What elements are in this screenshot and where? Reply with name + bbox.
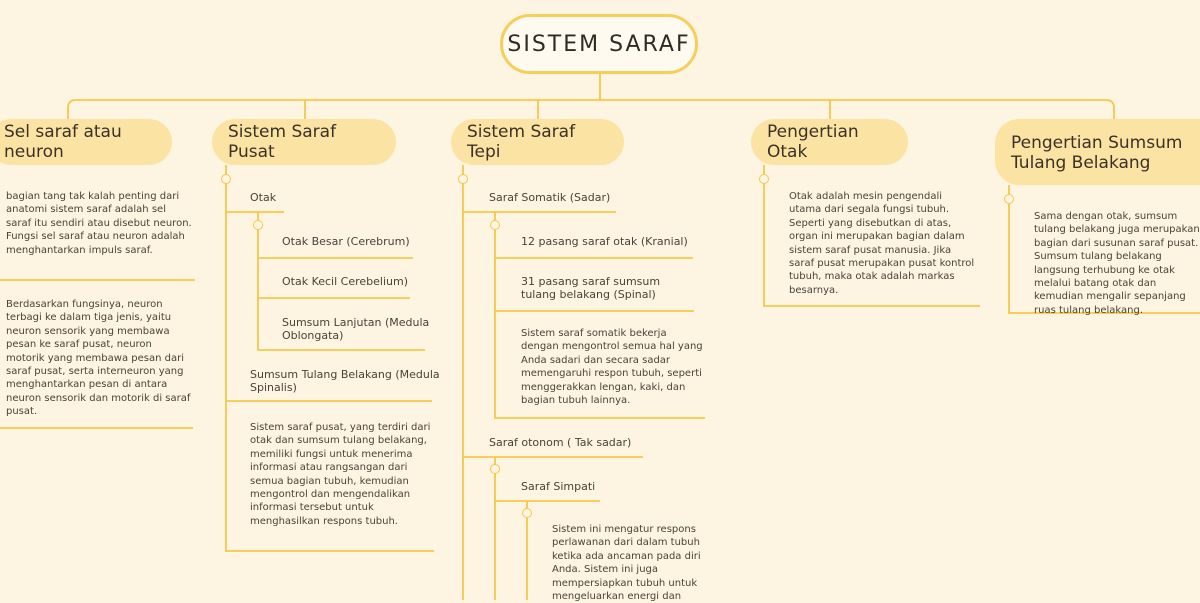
- branch-sistem-saraf-pusat[interactable]: [212, 119, 396, 165]
- root-title: SISTEM SARAF: [507, 31, 691, 57]
- branch-label: Sistem Saraf Tepi: [467, 122, 576, 162]
- node-saraf-simpati[interactable]: Saraf Simpati: [521, 480, 596, 493]
- branch-label: Pengertian Sumsum Tulang Belakang: [1011, 133, 1183, 173]
- root-node[interactable]: [500, 14, 698, 74]
- branch-pengertian-sumsum[interactable]: [995, 119, 1200, 185]
- node-otak[interactable]: Otak: [250, 191, 277, 204]
- branch-sistem-saraf-tepi[interactable]: [451, 119, 624, 165]
- expand-dot[interactable]: [490, 220, 500, 230]
- branch-label: Sel saraf atau neuron: [4, 122, 122, 162]
- expand-dot[interactable]: [522, 508, 532, 518]
- expand-dot[interactable]: [759, 174, 769, 184]
- expand-dot[interactable]: [253, 220, 263, 230]
- branch-label: Pengertian Otak: [767, 122, 859, 162]
- sel-saraf-note-2: Berdasarkan fungsinya, neuron terbagi ke dalam tiga jenis, yaitu neuron sensorik yang membawa pesan ke saraf pusat, neuron motorik yang membawa pesan dari saraf pusat, serta interneuron yang menghantarkan pesan di antara neuron sensorik dan motorik di saraf pusat.: [6, 299, 191, 418]
- expand-dot[interactable]: [221, 174, 231, 184]
- pusat-description: Sistem saraf pusat, yang terdiri dari otak dan sumsum tulang belakang, memiliki fungsi untuk menerima informasi atau rangsangan dari semua bagian tubuh, kemudian mengontrol dan mengendalikan informasi tersebut untuk menghasilkan respons tubuh.: [250, 422, 431, 527]
- simpati-description: Sistem ini mengatur respons perlawanan dari dalam tubuh ketika ada ancaman pada diri Anda. Sistem ini juga mempersiapkan tubuh untuk mengeluarkan energi dan: [552, 524, 701, 603]
- otak-description: Otak adalah mesin pengendali utama dari segala fungsi tubuh. Seperti yang disebutkan di atas, organ ini merupakan bagian dalam sistem saraf pusat manusia. Jika saraf pusat merupakan pusat kontrol tubuh, maka otak adalah markas besarnya.: [789, 191, 975, 296]
- node-saraf-otonom[interactable]: Saraf otonom ( Tak sadar): [489, 436, 632, 449]
- sel-saraf-note-1: bagian tang tak kalah penting dari anatomi sistem saraf adalah sel saraf itu sendiri atau disebut neuron. Fungsi sel saraf atau neuron adalah menghantarkan impuls saraf.: [6, 191, 192, 256]
- node-saraf-somatik[interactable]: Saraf Somatik (Sadar): [489, 191, 611, 204]
- node-sumsum-tulang-belakang[interactable]: Sumsum Tulang Belakang (Medula Spinalis): [250, 368, 440, 394]
- branch-sel-saraf[interactable]: [0, 119, 172, 165]
- node-otak-besar[interactable]: Otak Besar (Cerebrum): [282, 235, 410, 248]
- node-sumsum-lanjutan[interactable]: Sumsum Lanjutan (Medula Oblongata): [282, 316, 430, 342]
- node-spinal[interactable]: 31 pasang saraf sumsum tulang belakang (Spinal): [521, 275, 661, 301]
- branch-label: Sistem Saraf Pusat: [228, 122, 337, 162]
- expand-dot[interactable]: [458, 174, 468, 184]
- expand-dot[interactable]: [490, 464, 500, 474]
- node-otak-kecil[interactable]: Otak Kecil Cerebelium): [282, 275, 409, 288]
- branch-pengertian-otak[interactable]: [751, 119, 908, 165]
- expand-dot[interactable]: [1004, 194, 1014, 204]
- somatik-description: Sistem saraf somatik bekerja dengan mengontrol semua hal yang Anda sadari dan secara sadar memengaruhi respon tubuh, seperti menggerakkan lengan, kaki, dan bagian tubuh lainnya.: [521, 328, 703, 407]
- sumsum-description: Sama dengan otak, sumsum tulang belakang juga merupakan bagian dari susunan saraf pusat. Sumsum tulang belakang langsung terhubung ke otak melalui batang otak dan kemudian mengalir sepanjang ruas tulang belakang.: [1034, 211, 1200, 316]
- node-kranial[interactable]: 12 pasang saraf otak (Kranial): [521, 235, 688, 248]
